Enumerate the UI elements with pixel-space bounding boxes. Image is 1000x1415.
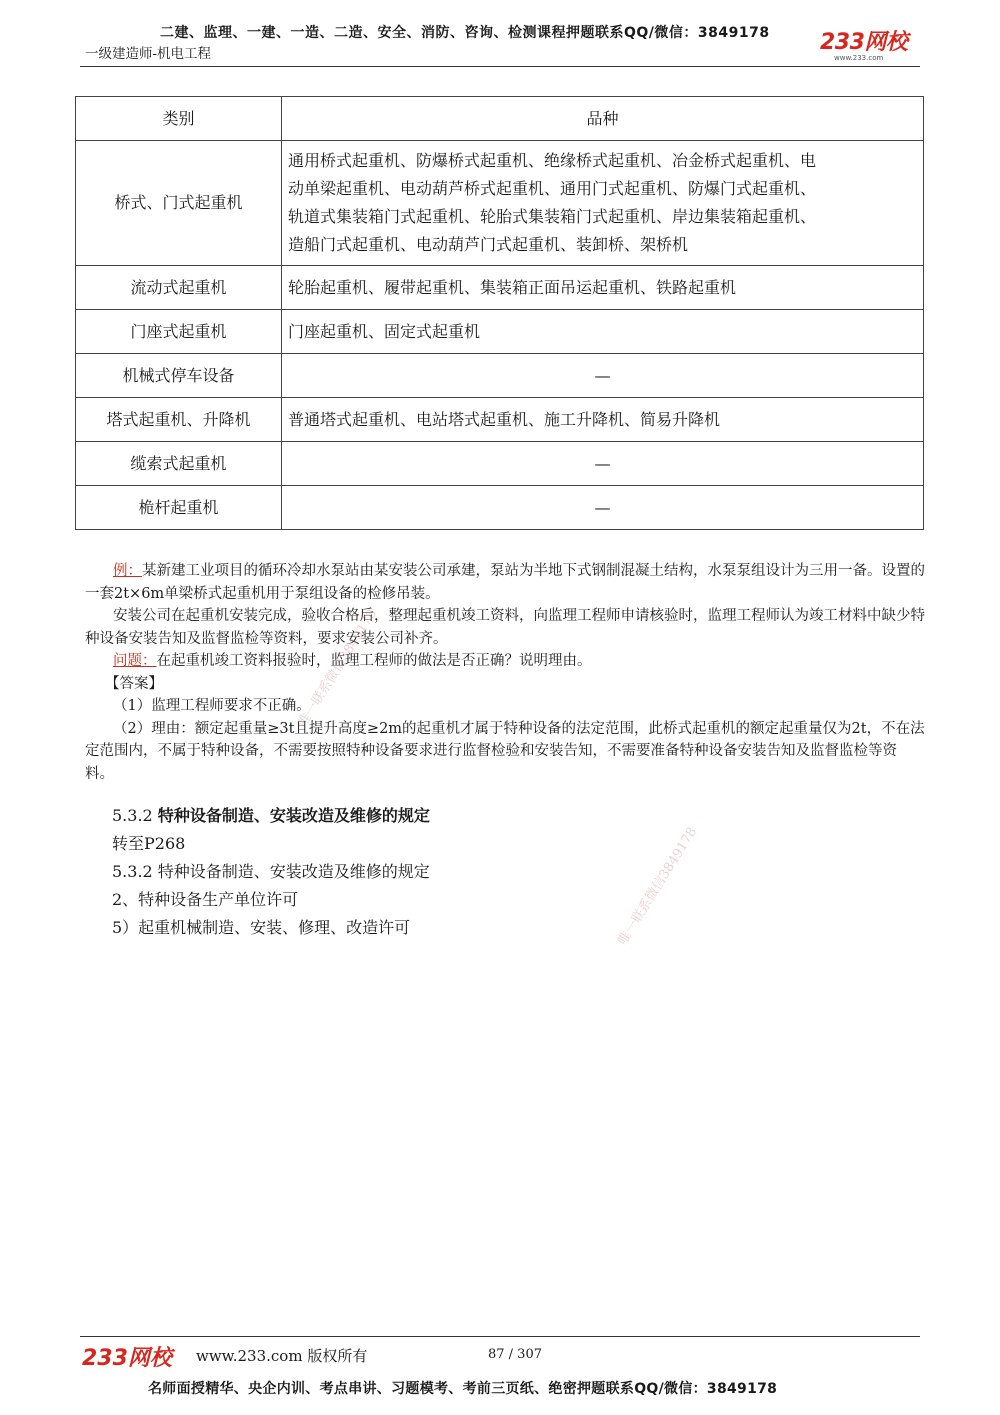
section-line: 2、特种设备生产单位许可 xyxy=(112,890,299,909)
brand-logo xyxy=(820,32,920,62)
section-line: 5）起重机械制造、安装、修理、改造许可 xyxy=(112,918,411,937)
page-number: 87 / 307 xyxy=(488,1347,542,1362)
table-row xyxy=(76,442,924,486)
header-divider xyxy=(80,66,920,67)
variety-cell: — xyxy=(282,442,924,486)
answer-item-1: （1）监理工程师要求不正确。 xyxy=(113,698,311,714)
category-cell: 缆索式起重机 xyxy=(76,442,282,486)
subject-title: 一级建造师-机电工程 xyxy=(85,46,212,62)
category-cell: 塔式起重机、升降机 xyxy=(76,398,282,442)
logo-text: 233网校 xyxy=(820,30,908,55)
example-text: 某新建工业项目的循环冷却水泵站由某安装公司承建，泵站为半地下式钢制混凝土结构，水泵泵组设计为三用一备。设置的一套2t×6m单梁桥式起重机用于泵组设备的检修吊装。 xyxy=(85,563,925,602)
variety-line: 通用桥式起重机、防爆桥式起重机、绝缘桥式起重机、冶金桥式起重机、电 xyxy=(288,151,817,170)
answer-item-2: （2）理由：额定起重量≥3t且提升高度≥2m的起重机才属于特种设备的法定范围，此桥式起重机的额定起重量仅为2t，不在法定范围内，不属于特种设备，不需要按照特种设备要求进行监督检验和安装告知，不需要准备特种设备安装告知及监督监检等资料。 xyxy=(85,720,925,782)
variety-cell: 轮胎起重机、履带起重机、集装箱正面吊运起重机、铁路起重机 xyxy=(282,266,924,310)
footer-copyright: www.233.com 版权所有 xyxy=(196,1347,368,1365)
crane-category-table xyxy=(75,96,924,530)
footer-logo: 233网校 xyxy=(82,1346,172,1371)
watermark: 唯一联系微信3849178 xyxy=(295,606,381,731)
section-heading-number: 5.3.2 xyxy=(112,806,153,825)
watermark: 唯一联系微信3849178 xyxy=(615,824,701,949)
table-row xyxy=(76,266,924,310)
question-text: 在起重机竣工资料报验时，监理工程师的做法是否正确？说明理由。 xyxy=(156,653,592,669)
category-cell: 桥式、门式起重机 xyxy=(76,141,282,266)
category-cell: 流动式起重机 xyxy=(76,266,282,310)
variety-line: 造船门式起重机、电动葫芦门式起重机、装卸桥、架桥机 xyxy=(288,235,689,254)
column-header-variety: 品种 xyxy=(282,97,924,141)
section-heading xyxy=(112,803,430,829)
logo-url: www.233.com xyxy=(834,54,884,62)
example-paragraph xyxy=(85,560,925,605)
header-banner: 二建、监理、一建、一造、二造、安全、消防、咨询、检测课程押题联系QQ/微信：3849178 xyxy=(160,25,770,41)
question-paragraph xyxy=(85,650,925,673)
variety-cell: 门座起重机、固定式起重机 xyxy=(282,310,924,354)
example-block xyxy=(85,560,925,785)
variety-cell xyxy=(282,141,924,266)
table-row xyxy=(76,486,924,530)
table-row xyxy=(76,398,924,442)
variety-line: 动单梁起重机、电动葫芦桥式起重机、通用门式起重机、防爆门式起重机、 xyxy=(288,179,817,198)
section-line: 5.3.2 特种设备制造、安装改造及维修的规定 xyxy=(112,862,430,881)
answer-title: 【答案】 xyxy=(105,675,163,692)
example-label: 例： xyxy=(113,563,142,579)
variety-line: 轨道式集装箱门式起重机、轮胎式集装箱门式起重机、岸边集装箱起重机、 xyxy=(288,207,817,226)
section-line: 转至P268 xyxy=(112,834,186,853)
category-cell: 桅杆起重机 xyxy=(76,486,282,530)
variety-cell: — xyxy=(282,354,924,398)
variety-cell: — xyxy=(282,486,924,530)
section-heading-text: 特种设备制造、安装改造及维修的规定 xyxy=(157,806,430,825)
category-cell: 门座式起重机 xyxy=(76,310,282,354)
example-paragraph-2: 安装公司在起重机安装完成，验收合格后，整理起重机竣工资料，向监理工程师申请核验时，监理工程师认为竣工材料中缺少特种设备安装告知及监督监检等资料，要求安装公司补齐。 xyxy=(85,608,925,647)
table-row xyxy=(76,141,924,266)
column-header-category: 类别 xyxy=(76,97,282,141)
variety-cell: 普通塔式起重机、电站塔式起重机、施工升降机、简易升降机 xyxy=(282,398,924,442)
category-cell: 机械式停车设备 xyxy=(76,354,282,398)
table-row xyxy=(76,354,924,398)
footer-banner: 名师面授精华、央企内训、考点串讲、习题模考、考前三页纸、绝密押题联系QQ/微信：3849178 xyxy=(148,1381,778,1397)
footer-divider xyxy=(80,1336,920,1337)
question-label: 问题： xyxy=(113,653,157,669)
table-row xyxy=(76,310,924,354)
table-header-row xyxy=(76,97,924,141)
